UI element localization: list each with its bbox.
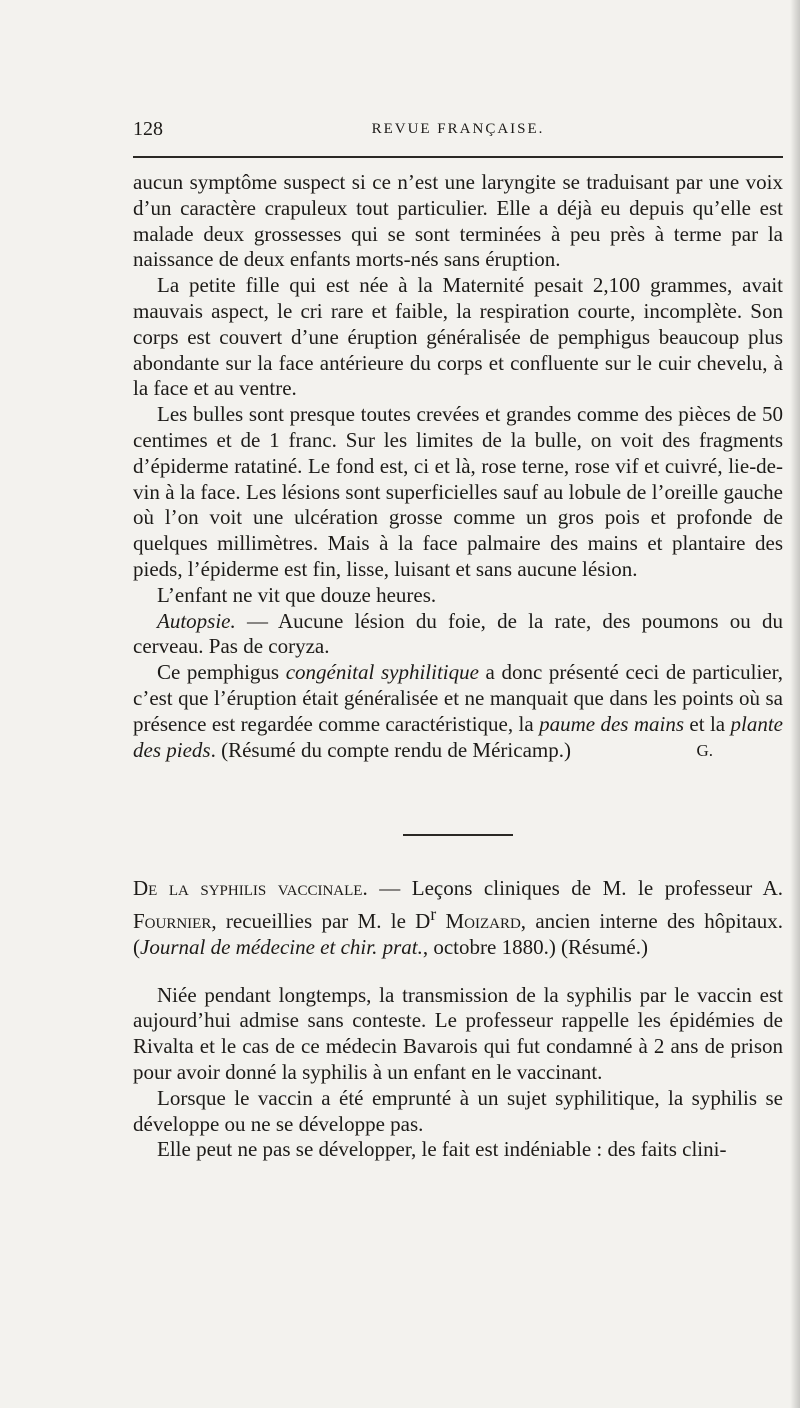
- page-edge-shadow: [790, 0, 800, 1408]
- signature: G.: [696, 741, 713, 761]
- conclusion-text-4: . (Résumé du compte rendu de Méricamp.): [210, 737, 571, 762]
- section-divider: [403, 834, 513, 836]
- paragraph-3: Les bulles sont presque toutes crevées et grandes comme des pièces de 50 centimes et de 1 franc. Sur les limites de la bulle, on voit des fragments d’épiderme ratatiné. Le fond est, ci et là, rose terne, rose vif et cuivré, lie-de-vin à la face. Les lésions sont superficielles sauf au lobule de l’oreille gauche où l’on voit une ulcération grosse comme un gros pois et profonde de quelques millimètres. Mais à la face palmaire des mains et plantaire des pieds, l’épiderme est fin, lisse, luisant et sans aucune lésion.: [133, 402, 783, 581]
- article-head-text-5: , octobre 1880.) (Résumé.): [422, 934, 648, 959]
- article-paragraph-1: Niée pendant longtemps, la transmission de la syphilis par le vaccin est aujourd’hui admise sans conteste. Le professeur rappelle les épidémies de Rivalta et le cas de ce médecin Bavarois qui fut condamné à 2 ans de prison pour avoir donné la syphilis à un enfant en le vaccinant.: [133, 982, 783, 1084]
- article-head-text-1: — Leçons cliniques de M. le professeur A.: [367, 876, 783, 901]
- autopsie-label: Autopsie.: [157, 608, 236, 633]
- article-editor: Moizard: [445, 908, 521, 933]
- conclusion-text-3: et la: [684, 711, 731, 736]
- conclusion-italic-2: paume des mains: [539, 711, 685, 736]
- conclusion-italic-1: congénital syphilitique: [285, 660, 479, 685]
- article-paragraph-2: Lorsque le vaccin a été emprunté à un sujet syphilitique, la syphilis se développe ou ne se développe pas.: [133, 1085, 783, 1136]
- article-author: Fournier: [133, 908, 212, 933]
- paragraph-1: aucun symptôme suspect si ce n’est une laryngite se traduisant par une voix d’un caractère crapuleux tout particulier. Elle a déjà eu depuis qu’elle est malade deux grossesses qui se sont terminées à peu près à terme par la naissance de deux enfants morts-nés sans éruption.: [133, 170, 783, 272]
- article-paragraph-3: Elle peut ne pas se développer, le fait est indéniable : des faits clini-: [157, 1137, 727, 1162]
- spacer: [133, 961, 783, 983]
- page-body: [133, 170, 783, 1163]
- article-head-text-4: , ancien interne des hôpitaux. (: [133, 908, 783, 959]
- running-header: [133, 118, 783, 144]
- page-number: 128: [133, 118, 163, 140]
- running-title: REVUE FRANÇAISE.: [371, 121, 545, 137]
- article-head-sup: r: [430, 903, 437, 924]
- article-heading: [133, 876, 783, 960]
- conclusion-text-1: Ce pemphigus: [157, 660, 286, 685]
- conclusion-text-2: a donc présenté ceci de particulier, c’est que l’éruption était généralisée et ne manquait que dans les points où sa présence est regardée comme caractéristique, la: [133, 660, 783, 736]
- article-title: De la syphilis vaccinale.: [133, 876, 368, 901]
- paragraph-2: La petite fille qui est née à la Maternité pesait 2,100 grammes, avait mauvais aspect, le cri rare et faible, la respiration courte, incomplète. Son corps est couvert d’une éruption généralisée de pemphigus beaucoup plus abondante sur la face antérieure du corps et confluente sur le cuir chevelu, à la face et au ventre.: [133, 273, 783, 401]
- conclusion-italic-3: plante des pieds: [133, 711, 784, 762]
- article-journal: Journal de médecine et chir. prat.: [140, 934, 423, 959]
- paragraph-autopsie: [133, 609, 783, 661]
- autopsie-text: — Aucune lésion du foie, de la rate, des poumons ou du cerveau. Pas de coryza.: [133, 608, 783, 659]
- paragraph-4: L’enfant ne vit que douze heures.: [157, 582, 437, 607]
- article-head-text-2: , recueillies par M. le D: [211, 908, 431, 933]
- header-rule: [133, 156, 783, 158]
